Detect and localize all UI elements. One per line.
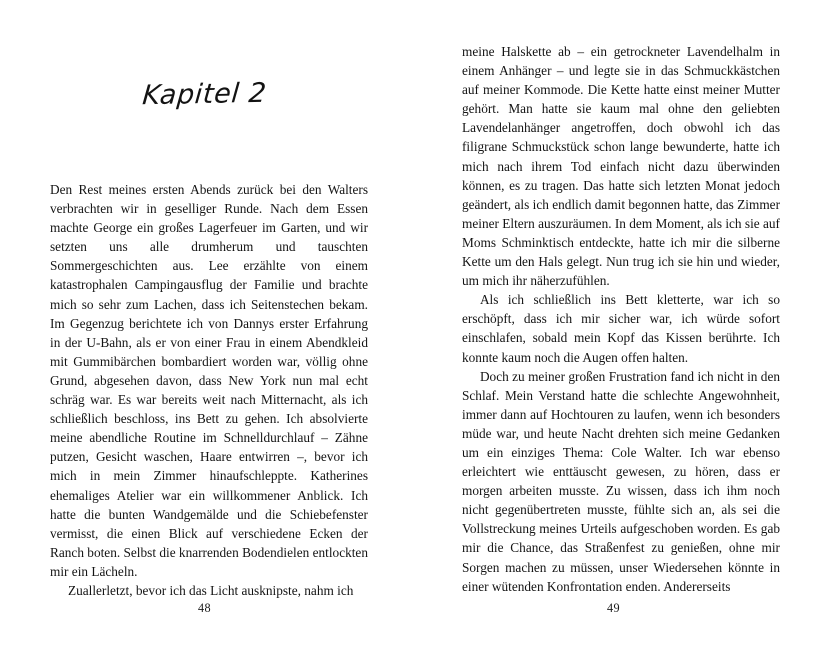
- paragraph: Doch zu meiner großen Frustration fand ich nicht in den Schlaf. Mein Verstand hatte die schlechte Angewohnheit, immer dann auf Hochtouren zu laufen, wenn ich besonders müde war, und heute Nacht drehten sich meine Gedanken um ein einziges Thema: Cole Walter. Ich war ebenso erleichtert wie enttäuscht gewesen, zu hören, dass er morgen arbeiten musste. Zu wissen, dass ich ihm noch nicht gegenübertreten musste, fühlte sich an, als sei die Vollstreckung meines Urteils aufgeschoben worden. Es gab mir die Chance, das Straßenfest zu genießen, ohne mir Sorgen machen zu müssen, unser Wiedersehen könnte in einer wütenden Konfrontation enden. Andererseits: [462, 368, 780, 594]
- chapter-heading: [0, 74, 411, 117]
- page-number-left: 48: [198, 601, 211, 615]
- page-right: [409, 0, 818, 648]
- body-text-right: [462, 42, 780, 596]
- paragraph: meine Halskette ab – ein getrockneter Lavendelhalm in einem Anhänger – und legte sie in das Schmuckkästchen auf meiner Kommode. Die Kette hatte einst meiner Mutter gehört. Man hatte sie kaum mal ohne den geliebten Lavendelanhänger angetroffen, doch obwohl ich das filigrane Schmuckstück schon lange bewunderte, hatte ich mich nach ihrem Tod einfach nicht dazu überwinden können, es zu tragen. Das hatte sich letzten Monat jedoch geändert, als ich endlich damit begonnen hatte, das Zimmer meiner Eltern auszuräumen. In dem Moment, als ich sie auf Moms Schminktisch entdeckte, hatte ich mir die silberne Kette um den Hals gelegt. Nun trug ich sie hin und wieder, um mich ihr näherzufühlen.: [462, 44, 780, 289]
- chapter-heading-text: Kapitel 2: [141, 77, 268, 112]
- paragraph: Den Rest meines ersten Abends zurück bei den Walters verbrachten wir in geselliger Runde. Nach dem Essen machte George ein großes Lagerfeuer im Garten, und wir setzten uns alle drumherum und tauschten Sommergeschichten aus. Lee erzählte von einem katastrophalen Campingausflug der Familie und brachte mich so sehr zum Lachen, dass ich Seitenstechen bekam. Im Gegenzug berichtete ich von Dannys erster Erfahrung in der U-Bahn, als er von einer Frau in einem Abendkleid mit Gummibärchen bombardiert worden war, völlig ohne Grund, abgesehen davon, dass New York nun mal echt schräg war. Es war bereits weit nach Mitternacht, als ich schließlich beschloss, ins Bett zu gehen. Ich absolvierte meine abendliche Routine im Schnelldurchlauf – Zähne putzen, Gesicht waschen, Haare entwirren –, bevor ich mich in mein Zimmer hinaufschleppte. Katherines ehemaliges Atelier war ein willkommener Anblick. Ich hatte die bunten Wandgemälde und die Schiebefenster vermisst, die einen Blick auf verschiedene Ecken der Ranch boten. Selbst die knarrenden Bodendielen entlockten mir ein Lächeln.: [50, 182, 368, 579]
- paragraph: Als ich schließlich ins Bett kletterte, war ich so erschöpft, dass ich mir sicher war, ich würde sofort einschlafen, sobald mein Kopf das Kissen berührte. Ich konnte kaum noch die Augen offen halten.: [462, 292, 780, 365]
- page-number-right: 49: [607, 601, 620, 615]
- paragraph: Zuallerletzt, bevor ich das Licht ausknipste, nahm ich: [67, 582, 354, 598]
- body-text-left: [50, 180, 368, 600]
